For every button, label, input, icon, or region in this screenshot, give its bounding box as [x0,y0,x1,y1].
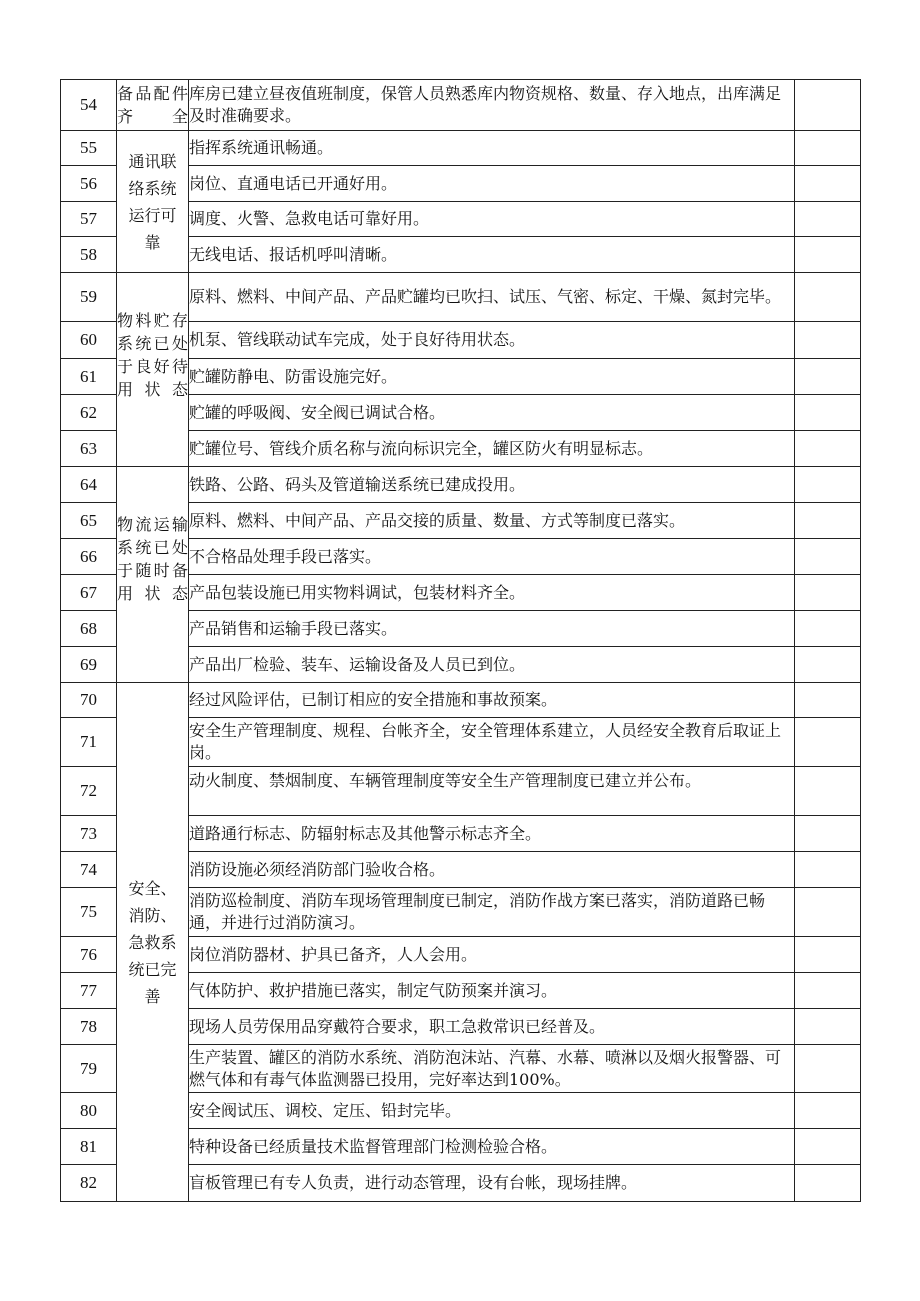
row-number: 67 [61,575,117,611]
row-number: 76 [61,937,117,973]
category-storage: 物料贮存系统已处于良好待用状态 [117,273,189,467]
row-number: 68 [61,611,117,647]
table-row [61,131,861,166]
row-text: 现场人员劳保用品穿戴符合要求，职工急救常识已经普及。 [189,1009,795,1045]
result-cell [795,237,861,273]
row-text: 贮罐的呼吸阀、安全阀已调试合格。 [189,395,795,431]
row-number: 65 [61,503,117,539]
row-text: 动火制度、禁烟制度、车辆管理制度等安全生产管理制度已建立并公布。 [189,767,795,816]
row-number: 56 [61,166,117,202]
result-cell [795,767,861,816]
row-number: 73 [61,816,117,852]
row-number: 54 [61,80,117,131]
category-safety: 安全、消防、急救系统已完善 [117,683,189,1202]
row-number: 72 [61,767,117,816]
row-number: 78 [61,1009,117,1045]
result-cell [795,718,861,767]
row-text: 生产装置、罐区的消防水系统、消防泡沫站、汽幕、水幕、喷淋以及烟火报警器、可燃气体和有毒气体监测器已投用，完好率达到100%。 [189,1045,795,1093]
result-cell [795,395,861,431]
row-text: 产品销售和运输手段已落实。 [189,611,795,647]
row-text: 安全阀试压、调校、定压、铅封完毕。 [189,1093,795,1129]
row-number: 60 [61,322,117,359]
result-cell [795,202,861,237]
category-communication: 通讯联络系统运行可靠 [117,131,189,273]
row-number: 61 [61,359,117,395]
row-text: 产品包装设施已用实物料调试，包装材料齐全。 [189,575,795,611]
result-cell [795,467,861,503]
row-text: 产品出厂检验、装车、运输设备及人员已到位。 [189,647,795,683]
row-number: 80 [61,1093,117,1129]
result-cell [795,1093,861,1129]
table-row [61,273,861,322]
row-text: 机泵、管线联动试车完成，处于良好待用状态。 [189,322,795,359]
row-text: 调度、火警、急救电话可靠好用。 [189,202,795,237]
row-number: 58 [61,237,117,273]
row-text: 铁路、公路、码头及管道输送系统已建成投用。 [189,467,795,503]
row-text: 指挥系统通讯畅通。 [189,131,795,166]
row-number: 57 [61,202,117,237]
row-number: 69 [61,647,117,683]
row-text: 岗位、直通电话已开通好用。 [189,166,795,202]
row-number: 81 [61,1129,117,1165]
result-cell [795,503,861,539]
row-text: 原料、燃料、中间产品、产品贮罐均已吹扫、试压、气密、标定、干燥、氮封完毕。 [189,273,795,322]
row-text: 无线电话、报话机呼叫清晰。 [189,237,795,273]
result-cell [795,1009,861,1045]
table-row [61,467,861,503]
result-cell [795,80,861,131]
result-cell [795,166,861,202]
result-cell [795,539,861,575]
row-text: 道路通行标志、防辐射标志及其他警示标志齐全。 [189,816,795,852]
result-cell [795,359,861,395]
result-cell [795,575,861,611]
row-text: 不合格品处理手段已落实。 [189,539,795,575]
row-number: 64 [61,467,117,503]
result-cell [795,973,861,1009]
result-cell [795,852,861,888]
row-number: 77 [61,973,117,1009]
result-cell [795,1165,861,1202]
table-row [61,80,861,131]
row-text: 盲板管理已有专人负责，进行动态管理，设有台帐，现场挂牌。 [189,1165,795,1202]
row-number: 71 [61,718,117,767]
row-text: 气体防护、救护措施已落实，制定气防预案并演习。 [189,973,795,1009]
row-text: 岗位消防器材、护具已备齐，人人会用。 [189,937,795,973]
category-logistics: 物流运输系统已处于随时备用状态 [117,467,189,683]
row-number: 66 [61,539,117,575]
result-cell [795,431,861,467]
row-text: 原料、燃料、中间产品、产品交接的质量、数量、方式等制度已落实。 [189,503,795,539]
checklist-table [60,79,861,1202]
row-number: 82 [61,1165,117,1202]
category-spare-parts: 备品配件齐全 [117,80,189,131]
row-number: 74 [61,852,117,888]
result-cell [795,683,861,718]
result-cell [795,1129,861,1165]
result-cell [795,647,861,683]
row-text: 消防巡检制度、消防车现场管理制度已制定，消防作战方案已落实，消防道路已畅通，并进行过消防演习。 [189,888,795,937]
row-text: 特种设备已经质量技术监督管理部门检测检验合格。 [189,1129,795,1165]
row-number: 70 [61,683,117,718]
table-row [61,683,861,718]
result-cell [795,816,861,852]
row-number: 55 [61,131,117,166]
row-text: 贮罐位号、管线介质名称与流向标识完全，罐区防火有明显标志。 [189,431,795,467]
row-number: 62 [61,395,117,431]
result-cell [795,937,861,973]
row-text: 经过风险评估，已制订相应的安全措施和事故预案。 [189,683,795,718]
row-number: 63 [61,431,117,467]
row-number: 79 [61,1045,117,1093]
row-number: 59 [61,273,117,322]
row-text: 消防设施必须经消防部门验收合格。 [189,852,795,888]
result-cell [795,611,861,647]
row-text: 贮罐防静电、防雷设施完好。 [189,359,795,395]
result-cell [795,1045,861,1093]
result-cell [795,888,861,937]
row-number: 75 [61,888,117,937]
result-cell [795,273,861,322]
result-cell [795,322,861,359]
row-text: 库房已建立昼夜值班制度，保管人员熟悉库内物资规格、数量、存入地点，出库满足及时准确要求。 [189,80,795,131]
row-text: 安全生产管理制度、规程、台帐齐全，安全管理体系建立，人员经安全教育后取证上岗。 [189,718,795,767]
result-cell [795,131,861,166]
